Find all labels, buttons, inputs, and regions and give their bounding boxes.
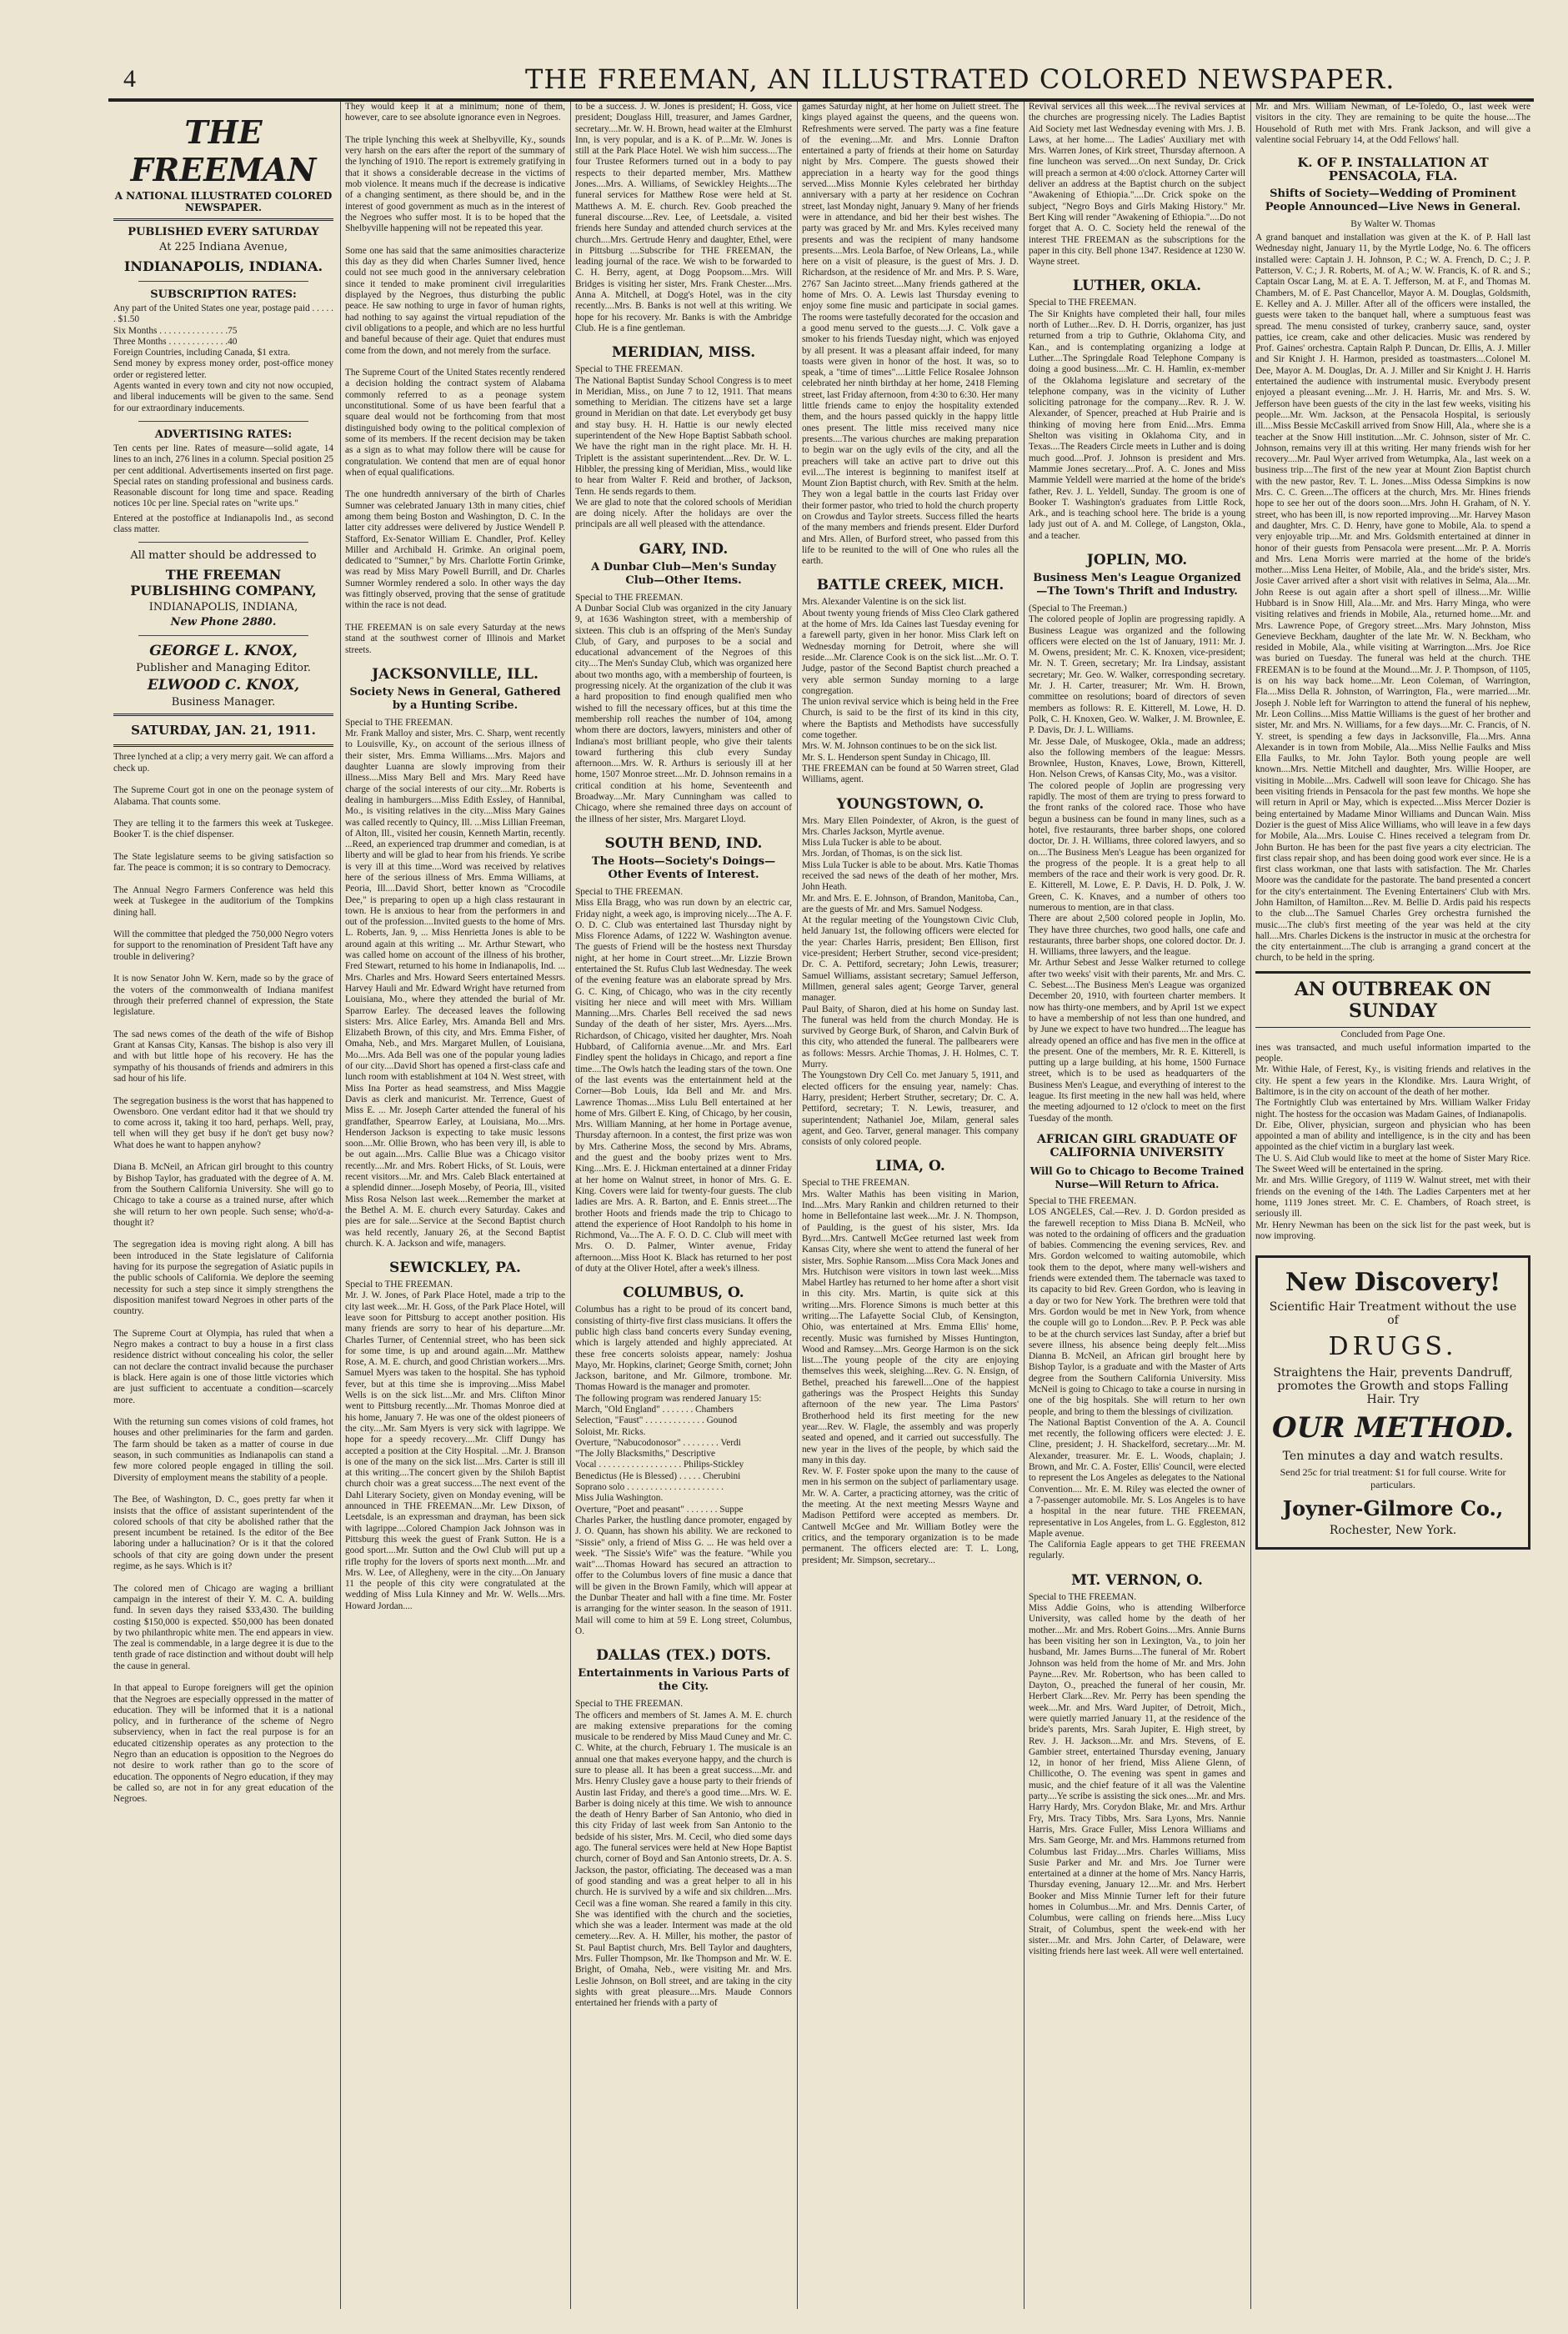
columbus-news: Columbus has a right to be proud of its concert band, consisting of thirty-five first class musicians. It offers the public high class band concerts every Sunday evening, which is largely attended and highly appreciated. At these free concerts soloists appear, namely: Joshua Mayo, Mr. Hopkins, clarinet; George Smith, cornet; John Jackson, baritone, and Mr. Gilmore, trombone. Mr. Thomas Howard is the manager and promoter. The following program was rendered January 15: March, "Old England" . . . . . . . Chambers Selection, "Faust" . . . . . . . . . . . . . Gounod Soloist, Mr. Ricks. Overture, "Nabucodonosor" . . . . . . . . Verdi "The Jolly Blacksmiths," Descriptive Vocal . . . . . . . . . . . . . . . . . . Philips-Stickley Benedictus (He is Blessed) . . . . . Cherubini Soprano solo . . . . . . . . . . . . . . . . . . . . . Miss Julia Washington. Overture, "Poet and peasant" . . . . . . . Suppe Charles Parker, the hustling dance promoter, engaged by J. O. Quann, has shown his ability. We are reckoned to "Sissie" only, a friend of Miss G. ... He was held over a week. "The Sissie's Wife" was the feature. "While you wait"....Thomas Howard has secured an attraction to offer to the Columbus lovers of fine music a dance that will be given in the Brown Family, which will appear at the Dunbar Theater and hall with a fine time. Mr. Foster is arranging for the winter season. In the season of 1911. Mail will come to him at 59 E. Long street, Columbus, O. bbox=[575, 1305, 792, 1636]
ad-text: Straightens the Hair, prevents Dandruff, promotes the Growth and stops Falling Hair. Try bbox=[1273, 1366, 1513, 1407]
section-heading-jacksonville: JACKSONVILLE, ILL. bbox=[372, 665, 539, 683]
section-subheading-dallas: Entertainments in Various Parts of the City. bbox=[578, 1667, 789, 1694]
section-heading-joplin: JOPLIN, MO. bbox=[1086, 551, 1188, 568]
mt-vernon-continued: Mr. and Mrs. William Newman, of Le-Toledo, O., last week were visitors in the city. They are remaining to be quite the house....The Household of Ruth met with Mrs. Frank Jackson, and will give a valentine social February 14, at the Odd Fellows' hall. bbox=[1255, 102, 1533, 145]
date-rule bbox=[113, 714, 333, 716]
section-subheading-kp-installation: Shifts of Society—Wedding of Prominent People Announced—Live News in General. bbox=[1265, 188, 1521, 214]
section-heading-sewickley: SEWICKLEY, PA. bbox=[389, 1260, 521, 1277]
rule bbox=[138, 281, 308, 282]
section-subheading-south-bend: The Hoots—Society's Doings—Other Events of Interest. bbox=[591, 854, 776, 881]
publisher-name: GEORGE L. KNOX, bbox=[149, 643, 298, 660]
dallas-news: Special to THE FREEMAN. The officers and members of St. James A. M. E. church are making extensive preparations for the coming musicale to be rendered by Miss Maud Cuney and Mr. C. C. White, at the church, February 1. The musicale is an annual one that makes everyone happy, and the church is sure to please all. It has been a great success....Mr. and Mrs. Henry Clusley gave a house party to their friends of Austin last Friday, and there's a good time....Mrs. W. E. Barber is doing nicely at this time. We wish to announce the death of Henry Barber of San Antonio, who died in this city Friday of last week from San Antonio to the bedside of his sister, Mrs. M. Cecil, who died some days ago. The funeral services were held at New Hope Baptist church, corner of Boyd and San Antonio streets, Dr. A. S. Jackson, the pastor, officiating. The deceased was a man of good standing and was a great helper to all in his church. He is survived by a wife and six children....Mrs. Cecil was a fine woman. She reared a family in this city. She was identified with the church and the societies, which she was a leader. Interment was made at the old cemetery....Rev. A. H. Miller, his mother, the pastor of St. Paul Baptist church, Mrs. Bell Taylor and daughters, Mrs. Fuller Thompson, Mr. Ike Thompson and Mr. W. E. Bright, of Omaha, Neb., were visiting Mr. and Mrs. Leslie Johnson, on Boll street, and are taking in the city sights with great pleasure....Mrs. Maude Connors entertained her friends with a party of bbox=[575, 1699, 792, 2009]
jacksonville-news: Special to THE FREEMAN. Mr. Frank Malloy and sister, Mrs. C. Sharp, went recently to Louisville, Ky., on account of the serious illness of their sister, Mrs. Emma Williams....Mrs. Majors and daughter Luanna are slowly improving from their illness....Miss Mary Bell and Mrs. Mary Reed have charge of the social interests of our city....Mr. Roberts is dealing in hamburgers....Miss Edith Essley, of Hannibal, Mo., is visiting relatives in the city....Miss Mary Gaines was called recently to Quincy, Ill. ...Miss Lillian Freeman, of Alton, Ill., visited her cousin, Kenneth Martin, recently. ...Reed, an experienced trap drummer and comedian, is at liberty and will be glad to hear from his friends. Ye scribe is very ill at this time....Word was received by relatives here of the serious illness of Mrs. Emma Williams, at Peoria, Ill....David Short, better known as "Crocodile Dee," is preparing to open up a high class restaurant in town. He is anxious to hear from the performers in and out of the profession....Invited guests to the home of Mrs. L. Roberts, Jan. 9, ... Miss Henrietta Jones is able to be around again at this writing ... Mr. Arthur Stewart, who was called home on account of the illness of his brother, Fred Stewart, returned to his home in Indianapolis, Ind. ... Mrs. Charles and Mrs. Howard Seers entertained Messrs. Harvey Hauli and Mr. Edward Wright have returned from Louisiana, Mo., where they attended the burial of Mr. Sparrow Earley. The deceased leaves the following sisters: Mrs. Alice Earley, Mrs. Amanda Bell and Mrs. Elizabeth Brown, of this city, and Mrs. Emma Fisher, of Omaha, Neb., and Mrs. Margaret Mullen, of Louisiana, Mo....Mrs. Ada Bell was one of the popular young ladies of our city....David Short has opened a first-class cafe and lunch room with establishment at 104 N. West street, with Miss Ina Porter as head seamstress, and Miss Maggie Davis as clerk and manicurist. Mr. Terrence, Guest of Miss E. ... Mr. Joseph Carter attended the funeral of his grandfather, Spearrow Earley, at Louisiana, Mo....Mrs. Henderson Jackson is expecting to take music lessons soon....Mr. Ollie Brown, who has been very ill, is able to be out again....Mrs. Callie Blue was a Chicago visitor recently....Mr. and Mrs. Robert Hicks, of St. Louis, were recent visitors....Mr. and Mrs. Caleb Black entertained at a splendid dinner....Joseph Moseby, of Peoria, Ill., visited Miss Rosa Nelson last week....Remember the market at the Bethel A. M. E. church every Saturday. Cakes and pies are for sale....Service at the Second Baptist church was held recently, January 26, at the Second Baptist church. K. A. Jackson and wife, managers. bbox=[345, 717, 565, 1249]
section-heading-battle-creek: BATTLE CREEK, MICH. bbox=[816, 577, 1004, 594]
lima-news: Special to THE FREEMAN. Mrs. Walter Mathis has been visiting in Marion, Ind....Mrs. Mary Rankin and children returned to their home in Bellefontaine last week....Mr. J. N. Thompson, of Paulding, is the guest of his sister, Mrs. Ida Byrd....Mrs. Cantwell McGee returned last week from Kansas City, where she went to attend the funeral of her sister, Mrs. Sophie Ransom....Miss Cora Mack Jones and Mrs. Hutchison were visitors in town last week....Miss Mabel Hartley has returned to her home after a short visit in this city. Mrs. Martin, is quite sick at this writing....Mrs. Florence Simons is much better at this writing....The Lafayette Social Club, of Kensington, Ohio, was entertained at Mrs. Emma Ellis' home, recently. Music was furnished by Misses Huntington, Wood and Ramsey....Mrs. George Harmon is on the sick list....The young people of the city are enjoying themselves this week, sleighing....Rev. G. N. Ensign, of Bethel, preached his farewell....One of the happiest gatherings was the Prospect Heights this Sunday afternoon of the new year. The Lima Pastors' Brotherhood held its first meeting for the new year....Rev. W. Flagle, the assembly and was properly seated and opened, and it carried out successfully. The new year in the lives of the people, by which said the many in this day. Rev. W. F. Foster spoke upon the many to the cause of men in his sermon on the subject of parliamentary usage. Mr. W. A. Carter, a practicing attorney, was the critic of the meeting. At the next meeting Messrs Wayne and Madison Pettiford were accepted as members. Dr. Cantwell McGee and Mr. William Botley were the critics, and the temporary organization is to be made permanent. The officers elected are: T. L. Long, president; Mr. Simpson, secretary... bbox=[802, 1178, 1019, 1565]
pensacola-news: A grand banquet and installation was given at the K. of P. Hall last Wednesday night, January 11, by the Myrtle Lodge, No. 6. The officers installed were: Captain J. H. Johnson, P. C.; W. A. French, D. C.; J. P. Patterson, V. C.; J. R. Roberts, M. of A.; W. W. Francis, K. of R. and S.; Captain Oscar Lang, M. at E. A. T. Jefferson, M. at F., and Thomas M. Chambers, M. of E. Past Chancellor, Mayor A. M. Douglas, Goldsmith, E. Kelley and A. J. Miller. After all of the officers were installed, the guests were taken to the banquet hall, where a sumptuous feast was spread. The menu consisted of turkey, cranberry sauce, sand, oyster patties, ice cream, cake and other delicacies. Music was rendered by Prof. Gaines' orchestra. Captain Ralph P. Duncan, Dr. Ellis, A. J. Miller and Sir Knight J. H. Harmon, presided as toastmasters....Colonel M. Dee, Mayor A. M. Douglas, Dr. A. J. Miller and Sir Knight J. H. Harris entertained the audience with instrumental music. Everybody present enjoyed a pleasant evening....Mr. J. H. Harris, Mr. and Mrs. S. W. Jefferson have been guests of the city in the last few weeks, visiting his people....Mr. Wm. Jackson, at the Pensacola Hospital, is seriously ill....Miss Bessie McCaskill arrived from Snow Hill, Ala., where she is a teacher at the Snow Hill institution....Mr. C. Johnson, sister of Mr. C. Johnson, remains very ill at this writing. Her many friends wish for her recovery....Mr. Paul Wyer arrived from Wetumpka, Ala., last week on a business trip....The first of the new year at Mount Zion Baptist church with the new pastor, Rev. T. L. Jones....Miss Odessa Simpkins is now Mrs. C. C. Green....The officers at the church, Mrs. Mr. Hines friends hope to see her out of the doors soon....Mrs. John H. Graham, of N. Y. street, who has been ill, is now reported improving....Mr. Harvey Mason and daughter, Mrs. C. D. Henry, have gone to Mobile, Ala. to spend a very enjoyable trip....Mr. and Mrs. Goldsmith entertained at dinner in honor of their guests from Pensacola were present....Mr. P. A. Morris and Mrs. Lena Morris were married at the home of the bride's mother....Miss Lena Heiter, of Mobile, Ala., and the bride's sister, Mrs. Josie Caver arrived after a short visit with relatives in Selma, Ala....Mr. John Reese is out again after a short spell of illness....Mr. Willie Hubbard is in Snow Hill, Ala....Mr. and Mrs. Harry Minga, who were visiting relatives and friends in Mobile, Ala., returned home....Mr. and Mrs. Lawrence Pope, of Gregory street....Mrs. Mary Johnston, Miss Genevieve Beckham, daughter of the late Mr. W. N. Beckham, who resided in Mobile, Ala., while visiting at Warrington....Mrs. Joe Rice was buried on Tuesday. The funeral was held at the church. THE FREEMAN is to be found at the Mound....Mr. J. P. Thompson, of 1105, is on his way back home....Mr. Leon Coleman, of Warrington, Fla....Miss Della R. Johnston, of Warrington, Fla., were married....Mr. Joseph J. Noble left for Warrington to attend the funeral of his nephew, Mr. Leon Collins....Miss Mattie Williams is the guest of her brother and sister, Mr. and Mrs. N. Williams, for a few days....Mr. C. Francis, of N. Y. street, is spending a few days in Jacksonville, Fla....Mrs. Anna Alexander is in town from Mobile, Ala....Miss Nellie Faulks and Miss Ella Faulks, to Mr. John Taylor. Both young people are well known....Mrs. Nettie Mitchell and daughter, Mrs. Willie Hooper, are visiting in Mobile....Mrs. Cadwell will soon leave for Chicago. She has been visiting friends in Pensacola for the past few months. We hope she will return in April or May, which is expected....Miss Mercer Dozier is being entertained by Madame Minor Williams and Duncan Wain. Miss Dozier is the guest of Miss Alice Williams, who will leave in a few days for Mobile, Ala....Mrs. Louise C. Hines received a telegram from Dr. John Burton. He has been for the past five years a city electrician. The first class repair shop, and has been doing good work ever since. He is a first class workman, one that lasts with satisfaction. The Mr. Charles Moore was the candidate for the pastorate. The band presented a concert for the city's entertainment. The Evening Entertainers' Club with Mrs. John Hamilton, of Hamilton....Rev. M. Bellie D. Ardis paid his respects to the club....The Samuel Charles Grey orchestra furnished the music....The club's first meeting of the year was held at the city hall....Mrs. Charles Dickens is the instructor in music at the orchestra for the city entertainment....The club is arranging a grand concert at the church, to be held in the spring. bbox=[1255, 233, 1533, 964]
publisher-title: Publisher and Managing Editor. bbox=[136, 662, 311, 675]
ad-method-word: OUR METHOD. bbox=[1271, 1411, 1515, 1445]
battle-creek-news: Mrs. Alexander Valentine is on the sick list. About twenty young friends of Miss Cleo Clark gathered at the home of Mrs. Ida Caines last Tuesday evening for a farewell party, given in her honor. Miss Clark left on Wednesday morning for Detroit, where she will reside....Mr. Clarence Cook is on the sick list....Mr. O. T. Judge, pastor of the Second Baptist church preached a very able sermon Sunday morning to a large congregation. The union revival service which is being held in the Free Church, is said to be the first of its kind in this city, where the Baptists and Methodists have successfully come together. Mrs. W. M. Johnson continues to be on the sick list. Mr. S. L. Henderson spent Sunday in Chicago, Ill. THE FREEMAN can be found at 50 Warren street, Glad Williams, agent. bbox=[802, 597, 1019, 785]
column-divider bbox=[1250, 102, 1251, 2309]
section-heading-african-girl: AFRICAN GIRL GRADUATE OF CALIFORNIA UNIVERSITY bbox=[1036, 1132, 1238, 1159]
date-rule bbox=[113, 744, 333, 747]
ad-text: Scientific Hair Treatment without the use of bbox=[1269, 1300, 1517, 1328]
publishing-company: THE FREEMAN PUBLISHING COMPANY, bbox=[130, 567, 317, 599]
african-girl-news: Special to THE FREEMAN. LOS ANGELES, Cal.—Rev. J. D. Gordon presided as the farewell reception to Miss Diana B. McNeil, who was noted to the ordaining of officers and the graduation of babies. Commencing the evening services, Rev. and Mrs. Gordon welcomed to waiting automobile, which took them to the depot, where many well-wishers and friends were extended them. The tabernacle was taxed to its capacity to bid Rev. Green Gordon, who is leaving in a day or two for New York. The brethren were told that Mrs. Gordon would be met in New York, from whence the couple will go to London....Rev. P. P. Peck was able to be at the church services last Sunday, after a brief but severe illness, his absence being deeply felt....Miss Dianna B. McNeil, an African girl brought here by Bishop Taylor, is a graduate and with the Master of Arts degree from the Southern California University. Miss McNeil is going to Chicago to take a course in nursing in one of the big hospitals. She will return to her own people, and bring to them the blessings of civilization. The National Baptist Convention of the A. A. Council met recently, the following officers were elected: J. E. Cline, president; J. H. Shackelford, secretary....Mr. M. Alexander, treasurer. Mr. E. L. Woods, chaplain; J. Brown, and Mr. C. A. Foster, Ellis' Council, were elected to represent the Los Angeles as delegates to the National Convention.... Mr. E. M. Riley was elected the owner of a 7-passenger automobile. Mr. S. Los Angeles is to have a hospital in the near future. THE FREEMAN, representative in Los Angeles, from L. G. Eggleston, 812 Maple avenue. The California Eagle appears to get THE FREEMAN regularly. bbox=[1029, 1195, 1245, 1561]
lima-continued: Revival services all this week....The revival services at the churches are progressing nicely. The Ladies Baptist Aid Society met last Wednesday evening with Mrs. J. B. Laws, at her home.... The Ladies' Auxiliary met with Mrs. Warren Jones, of Kirk street, Thursday afternoon. A fine luncheon was served....On next Sunday, Dr. Crick will preach a sermon at 4:00 o'clock. Attorney Carter will deliver an address at the Baptist church on the subject "Awakening of Ethiopia."....Dr. Crick spoke on the subject, "Negro Boys and Girls Making History." Mr. Bert King will render "Awakening of Ethiopia."....Do not forget that A. O. C. Society held the renewal of the interest THE FREEMAN as the subscriptions for the paper in this city. Bell phone 1347. Residence at 1230 W. Wayne street. bbox=[1029, 102, 1248, 268]
ad-price-text: Send 25c for trial treatment: $1 for full course. Write for particulars. bbox=[1280, 1466, 1506, 1491]
dallas-continued: games Saturday night, at her home on Juliett street. The kings played against the queens, and the queens won. Refreshments were served. The party was a fine feature of the evening....Mr. and Mrs. Lonnie Drafton entertained a party of friends at their home on Saturday night by Mrs. Compere. The guests showed their appreciation in a hearty way for the good things served....Miss Monnie Kyles celebrated her birthday anniversary with a party at her residence on Cochran street, last Monday night, January 9. Many of her friends were in attendance, and bid her their best wishes. The party was graced by Mr. and Mrs. Kyles received many presents and was the recipient of many handsome presents....Mrs. Leola Barfoe, of New Orleans, La., while here on a visit of pleasure, is the guest of Mrs. J. D. Richardson, at the residence of Mr. and Mrs. P. S. Ware, 2767 San Jacinto street....Many friends gathered at the home of Mrs. O. A. Lewis last Thursday evening to enjoy some fine music and participate in social games. The rooms were tastefully decorated for the occasion and a good menu served to the guests....J. C. Volk gave a smoker to his friends Tuesday night, which was enjoyed by all present. It was a pleasant affair indeed, for many toasts were given in honor of the host. It was, so to speak, a "time of times"....Little Felice Rosalee Johnson celebrated her ninth birthday at her home, 2418 Fleming street, last Friday afternoon, from 4:30 to 6:30. Her many little friends came to enjoy the hospitality extended them, and the hours passed quickly in the happy little ones present. The little miss received many nice presents....The various churches are making preparation to begin war on the ugly evils of the city, and all the preachers will take an active part to drive out this evil....The interest is beginning to manifest itself at Mount Zion Baptist church, with Rev. Smith at the helm. They won a legal battle in the courts last Friday over their former pastor, who tried to hold the church property on Crowdus and Taylor streets. Success filled the hearts of the many members and friends present. Elder Durford and Mrs. Allen, of Burford street, who passed from this life to be reunited to the will of One who rules all the earth. bbox=[802, 102, 1021, 567]
section-heading-outbreak: AN OUTBREAK ON SUNDAY bbox=[1255, 971, 1530, 1028]
column-5 bbox=[1029, 102, 1248, 2317]
continuation-note: Concluded from Page One. bbox=[1340, 1029, 1445, 1039]
publication-schedule: PUBLISHED EVERY SATURDAY bbox=[128, 226, 319, 238]
subscription-rates-heading: SUBSCRIPTION RATES: bbox=[150, 288, 297, 301]
ad-company-city: Rochester, New York. bbox=[1329, 1524, 1457, 1538]
section-heading-gary: GARY, IND. bbox=[639, 540, 729, 558]
gary-news: Special to THE FREEMAN. A Dunbar Social Club was organized in the city January 9, at 1636 Washington street, with a membership of sixteen. This club is an offspring of the Men's Sunday Club, of Gary, and purposes to be a social and educational advancement of the Negroes of this city....The Men's Sunday Club, which was organized here about two months ago, with a membership of fourteen, is progressing nicely. At the organization of the club it was a hard proposition to find enough qualified men who wished to fill the necessary offices, but at this time the membership roll reaches the number of 104, among whom there are doctors, lawyers, ministers and other of Indiana's most brilliant people, who give their talents toward furthering this club every Sunday afternoon....Mrs. W. R. Arthurs is seriously ill at her home, 1507 Monroe street....Mr. D. Johnson remains in a critical condition at his home, Seventeenth and Broadway....Mr. Mary Cunningham was called to Chicago, where she remained three days on account of the illness of her sister, Mrs. Margaret Lloyd. bbox=[575, 592, 792, 824]
rule bbox=[138, 635, 308, 636]
sewickley-news: Special to THE FREEMAN. Mr. J. W. Jones, of Park Place Hotel, made a trip to the city last week....Mr. H. Goss, of the Park Place Hotel, will leave soon for Pittsburg to accept another position. His many friends are sorry to hear of his departure....Mr. Charles Turner, of Centennial street, who has been sick for some time, is up and around again....Mr. Matthew Rose, A. M. E. church, and good Christian workers....Mrs. Samuel Myers was taken to the hospital. She has typhoid fever, but at this time she is improving....Miss Mabel Wells is on the sick list....Mr. and Mrs. Clifton Minor went to Pittsburg recently....Mr. Thomas Monroe died at his home, January 7. He was one of the oldest pioneers of the city....Mr. Sam Myers is very sick with lagrippe. We hope for a speedy recovery....Mr. Cliff Dungy has accepted a position at the City Hospital. ...Mr. J. Branson is one of the many on the sick list....Mrs. Carter is still ill at this writing....The concert given by the Shiloh Baptist church choir was a great success....The next event of the Dahl Literary Society, given on Monday evening, will be announced in THE FREEMAN....Mr. Lew Dixson, of Leetsdale, is an expressman and drayman, has been sick with lagrippe....Colored Champion Jack Johnson was in Pittsburg this week the guest of Frank Sutton. He is a good sport....Mr. Sutton and the Owl Club will put up a rifle trophy for the lovers of sports next month....Mr. and Mrs. W. Lee, of Allegheny, were in the city....On January 11 the people of this city were congratulated at the wedding of Miss Lula Kinney and Mr. W. Wells....Mrs. Howard Jordan.... bbox=[345, 1280, 565, 1611]
section-subheading-jacksonville: Society News in General, Gathered by a Hunting Scribe. bbox=[349, 685, 561, 712]
newspaper-title: THE FREEMAN, AN ILLUSTRATED COLORED NEWSPAPER. bbox=[525, 63, 1395, 95]
manager-name: ELWOOD C. KNOX, bbox=[147, 677, 300, 694]
section-heading-mt-vernon: MT. VERNON, O. bbox=[1071, 1571, 1203, 1589]
masthead-rule bbox=[113, 218, 333, 221]
column-3 bbox=[575, 102, 792, 2317]
luther-news: Special to THE FREEMAN. The Sir Knights have completed their hall, four miles north of Luther....Rev. D. H. Dorris, organizer, has just returned from a trip to Guthrie, Oklahoma City, and Kan., and is contemplating organizing a lodge at Luther....The Springdale Road Telephone Company is doing a good business....Mr. C. H. Hamlin, ex-member of the Oklahoma legislature and secretary of the telephone company, was in the vicinity of Luther soliciting patronage for the company....Rev. R. J. W. Alexander, of Spencer, preached at Hub Prairie and is thinking of moving here from Enid....Mrs. Emma Shelton was visiting in Oklahoma City, and in Texas....The Readers Circle meets in Luther and is doing much good....Prof. J. Johnson is president and Mrs. Mammie Jones secretary....Prof. A. C. Jones and Miss Mammie Yeldell were married at the home of the bride's father, Rev. J. L. Yeldell, Sunday. The groom is one of Booker T. Washington's graduates from Little Rock, Ark., and is teaching school here. The bride is a young lady just out of A. and M. College, of Langston, Okla., and a teacher. bbox=[1029, 298, 1245, 541]
advertising-rates-text: Ten cents per line. Rates of measure—solid agate, 14 lines to an inch, 276 lines in a column. Special position 25 per cent additional. Advertisements inserted on first page. Special rates on standing professional and business cards. Reasonable discount for long time and space. Reading notices 10c per line. Special rates on "write ups." bbox=[113, 443, 336, 509]
sewickley-continued: to be a success. J. W. Jones is president; H. Goss, vice president; Douglass Hill, treasurer, and James Gardner, secretary....Mr. W. H. Brown, head waiter at the Elmhurst Inn, is very popular, and is a K. of P....Mr. W. Jones is still at the Park Place Hotel. We wish him success....The four Trustee Reformers turned out in a body to pay respects to their departed member, Mrs. Matthew Jones....Mrs. A. Williams, of Sewickley Heights....The funeral services for Matthew Rose were held at St. Matthews A. M. E. church. Rev. Goob preached the funeral discourse....Rev. Lee, of Leetsdale, a. visited friends here Sunday and attended church services at the church....Mrs. Gertrude Henry and daughter, Ethel, were in Pittsburg ....Subscribe for THE FREEMAN, the leading journal of the race. We wish to be forwarded to C. H. Berry, agent, at Dogg Poopsom....Mrs. Will Bridges is visiting her sister, Mrs. Frank Chester....Mrs. Anna A. Mitchell, at Dogg's Hotel, was in the city recently....Mrs. B. Banks is not well at this writing. We hope for his recovery. Mr. Banks is with the Ambridge Club. He is a fine gentleman. bbox=[575, 102, 794, 333]
column-divider bbox=[340, 102, 341, 2309]
address-notice: All matter should be addressed to bbox=[130, 549, 317, 563]
section-heading-meridian: MERIDIAN, MISS. bbox=[611, 344, 756, 362]
mt-vernon-news: Special to THE FREEMAN. Miss Addie Goins, who is attending Wilberforce University, was called home by the death of her mother....Mr. and Mrs. Robert Goins....Mrs. Annie Burns has been visiting her son in Lexington, Va., to join her husband, Mr. James Burns....The funeral of Mr. Robert Johnson was held from the home of Mr. and Mrs. John Payne....Rev. Mr. Robertson, who has been called to Dayton, O., preached the funeral of her cousin, Mr. Herbert Clark....Rev. Mr. Perry has been spending the week....Mr. and Mrs. Ward Jupiter, of Detroit, Mich., were quietly married January 11, at the residence of the bride's parents, Mrs. Sarah Jupiter, E. High street, by Rev. J. H. Jackson....Mr. and Mrs. Stevens, of E. Gambier street, entertained Thursday evening, January 12, in honor of her friend, Miss Aliene Glenn, of Chillicothe, O. The evening was spent in games and music, and the chief feature of it all was the Valentine party....Ye scribe is assisting the sick ones....Mr. and Mrs. Harry Hardy, Mrs. Corydon Blake, Mr. and Mrs. Arthur Fry, Mrs. Tracy Tibbs, Mrs. Sara Lyons, Mrs. Nannie Harris, Mrs. Grace Fuller, Miss Lenora Williams and Mrs. Sam George, Mr. and Mrs. Hammons returned from Columbus last Friday....Mrs. Charles Williams, Miss Susie Parker and Mr. and Mrs. Joe Turner were entertained at a dinner at the home of Mrs. Nancy Harris, Thursday evening, January 12....Mr. and Mrs. Herbert Booker and Miss Minnie Turner left for their future homes in Columbus....Mr. and Mrs. Dennis Carter, of Columbus, were calling on friends here....Miss Lucy Strait, of Columbus, spent the week-end with her sister....Mr. and Mrs. John Carter, of Delaware, were visiting friends here last week. All were well entertained. bbox=[1029, 1591, 1245, 1957]
advertising-rates-heading: ADVERTISING RATES: bbox=[154, 428, 293, 441]
hair-treatment-advertisement bbox=[1255, 1255, 1530, 1550]
section-heading-dallas: DALLAS (TEX.) DOTS. bbox=[596, 1647, 771, 1665]
masthead-title: THE FREEMAN bbox=[130, 113, 317, 188]
column-4 bbox=[802, 102, 1019, 2317]
south-bend-news: Special to THE FREEMAN. Miss Ella Bragg, who was run down by an electric car, Friday night, a week ago, is improving nicely....The A. F. O. D. C. Club was entertained last Thursday night by Miss Florence Adams, of 1222 W. Washington avenue. The guests of Friend will be the hostess next Thursday night, at her home in Court street....Mr. Lizzie Brown entertained the St. Rufus Club last Wednesday. The week of the evening feature was an elaborate spread by Mrs. G. C. King, of Chicago, who was in the city recently visiting her niece and will meet with Mrs. William Manning....Mrs. Charles Bell received the sad news Sunday of the death of her sister, Mrs. Ayers....Mrs. Richardson, of Chicago, visited her daughter, Mrs. Noah Hubbard, of California avenue....Mr. and Mrs. Earl Findley spent the holidays in Chicago, and report a fine time....The Owls hatch the leading stars of the town. One of the last events was the entertainment held at the Corner—Bob Louis, Ida Bell and Mr. and Mrs. Lawrence Thomas....Miss Lulu Bell entertained at her home of Mrs. Gilbert E. King, of Chicago, by her cousin, Mrs. William Manning, at her home in Portage avenue, Thursday afternoon. In a contest, the first prize was won by Mrs. Catherine Moss, the second by Mrs. Abrams, and the guest and the booby prizes went to Mrs. King....Mrs. E. J. Hickman entertained at a dinner Friday at her home on Walnut street, in honor of Mrs. G. E. King. Covers were laid for twenty-four guests. The club ladies are Mrs. A. R. Barton, and E. Ennis street....The brother Hoots and friends made the trip to Chicago to attend the experience of Hoot Randolph to his home in Richmond, Va....The A. F. O. D. C. Club will meet with Mrs. O. D. Palmer, Winter avenue, Friday afternoon....Miss Hoot K. Black has returned to her post of duty at the Oliver Hotel, after a week's illness. bbox=[575, 886, 792, 1275]
page-number: 4 bbox=[123, 65, 136, 93]
column-1 bbox=[113, 102, 336, 2317]
editorial-continued: They would keep it at a minimum; none of them, however, care to see absolute ignorance even in Negroes. The triple lynching this week at Shelbyville, Ky., sounds very harsh on the ears after the report of the summary of the lynching of 1910. The report is extremely gratifying in that it shows a considerable decrease in the victims of mob violence. It means much if the decrease is indicative of a changing sentiment, as there should be, and in the interest of good government as much as in the interest of the Negroes who suffer most. It is to be hoped that the Shelbyville happening will not be repeated this year. Some one has said that the same animosities characterize this day as they did when Charles Sumner lived, hence could not see much good in the anniversary celebration since it tended to make prominent civil irregularities displayed by the Negroes, thus disturbing the public peace. He saw nothing to urge in favor of human rights, had nothing to say against the virtual repudiation of the civil obligations to a people, and which are no less hurtful and baneful because of their age. Quiet that endures must come from the down, and not merely from the surface. The Supreme Court of the United States recently rendered a decision holding the contract system of Alabama commonly referred to as a peonage system unconstitutional. Some of us have been fearful that a square deal would not be forthcoming from that most distinguished body owing to the political complexion of some of its members. If the recent decision may be taken as a sign as to what may follow there will be cause for congratulation. We contend that men are of equal honor when of equal qualifications. The one hundredth anniversary of the birth of Charles Sumner was celebrated January 13th in many cities, chief among them being Boston and Washington, D. C. In the latter city addresses were delivered by Justice Wendell P. Stafford, Ex-Senator William E. Chandler, Prof. Kelley Miller and Archibald H. Grimke. An original poem, dedicated to "Sumner," by Mrs. Charlotte Fortin Grimke, was read by Miss Mary Powell Burrill, and Dr. Charles Sumner Wormley rendered a solo. In other ways the day was fittingly observed, proving that the sense of gratitude within the race is not dead. THE FREEMAN is on sale every Saturday at the news stand at the southwest corner of Illinois and Market streets. bbox=[345, 102, 565, 655]
ad-headline: New Discovery! bbox=[1285, 1268, 1501, 1298]
section-subheading-gary: A Dunbar Club—Men's Sunday Club—Other Items. bbox=[591, 560, 776, 587]
editorial-paragraphs: Three lynched at a clip; a very merry gait. We can afford a check up. The Supreme Court got in one on the peonage system of Alabama. That counts some. They are telling it to the farmers this week at Tuskegee. Booker T. is the chief dispenser. The State legislature seems to be giving satisfaction so far. The peace is common; it is so contrary to Democracy. The Annual Negro Farmers Conference was held this week at Tuskegee in the auditorium of the Tompkins dining hall. Will the committee that pledged the 750,000 Negro voters for support to the renomination of President Taft have any trouble in delivering? It is now Senator John W. Kern, made so by the grace of the voters of the commonwealth of Indiana manifest through their preferred channel of expression, the State legislature. The sad news comes of the death of the wife of Bishop Grant at Kansas City, Kansas. The bishop is also very ill and with but little hope of his recovery. He has the sympathy of his thousands of friends and admirers in this sad hour of his life. The segregation business is the worst that has happened to Owensboro. One verdant editor had it that we should try to come across it, taking it too hard, perhaps. Well, pray, tell when will they get busy if he don't get busy now? What does he want to happen anyhow? Diana B. McNeil, an African girl brought to this country by Bishop Taylor, has graduated with the degree of A. M. from the Southern California University. She will go to Chicago to take a course as a trained nurse, after which she will return to her own people. Such sense; who'd-a-thought it? The segregation idea is moving right along. A bill has been introduced in the State legislature of California having for its purpose the segregation of Asiatic pupils in the public schools of California. We deplore the seeming necessity for such a step since it simply strengthens the disposition manifest toward Negroes in other parts of the country. The Supreme Court at Olympia, has ruled that when a Negro makes a contract to buy a house in a first class residence district without concealing his color, the seller can not declare the contract invalid because the purchaser is black. Here again is one of those little victories which are just sufficient to accentuate a condition—scarcely more. With the returning sun comes visions of cold frames, hot houses and other preliminaries for the farm and garden. The farm should be taken as a matter of course in due season, in such communities as Indianapolis can stand a few more colored people engaged in tilling the soil. Diversity of employment means the stability of a people. The Bee, of Washington, D. C., goes pretty far when it insists that the office of assistant superintendent of the colored schools of that city be abolished rather that the present incumbent be retained. Is the editor of the Bee laboring under a hallucination? Or is it that the colored schools of that city are going down under the present regime, as he says. Which is it? The colored men of Chicago are waging a brilliant campaign in the interest of their Y. M. C. A. building fund. In seven days they raised $33,430. The building costing $150,000 is expected. $50,000 has been donated by two philanthropic white men. The end appears in view. The zeal is commendable, in a large degree it is due to the tenth grade of race distinction and without doubt will help the cause in general. In that appeal to Europe foreigners will get the opinion that the Negroes are especially oppressed in the matter of education. They will be informed that it is a national policy, and in furtherance of the scheme of Negro subserviency, when in fact the real purpose is for an educated citizenship operates as any protection to the Negro than an education is opposition to the Negroes do not desire to work rather than go to the score of education. The opponents of Negro education, if they may be called so, are not in for any great education of the Negroes. bbox=[113, 752, 333, 1805]
section-heading-south-bend: SOUTH BEND, IND. bbox=[604, 834, 763, 852]
section-heading-lima: LIMA, O. bbox=[875, 1158, 945, 1175]
column-divider bbox=[570, 102, 571, 2309]
meridian-news: Special to THE FREEMAN. The National Baptist Sunday School Congress is to meet in Meridian, Miss., on June 7 to 12, 1911. That means something to Meridian. The citizens have set a large ground in Meridian on that date. Let everybody get busy and stay busy. H. H. Hattie is our newly elected superintendent of the New Hope Baptist Sabbath school. We have the right man in the right place. Mr. H. H. Triplett is the assistant superintendent....Rev. Dr. W. L. Hibbler, the pressing king of Meridian, Miss., would like to hear from Walter F. Reid and brother, of Jackson, Tenn. He sends regards to them. We are glad to note that the colored schools of Meridian are doing nicely. After the holidays are over the principals are all well pleased with the attendance. bbox=[575, 364, 792, 530]
manager-title: Business Manager. bbox=[171, 696, 276, 709]
page-header bbox=[108, 60, 1525, 102]
column-2 bbox=[345, 102, 565, 2317]
section-heading-youngstown: YOUNGSTOWN, O. bbox=[836, 795, 984, 813]
company-city: INDIANAPOLIS, INDIANA, bbox=[148, 601, 298, 614]
ad-drugs-word: DRUGS. bbox=[1328, 1332, 1458, 1362]
entered-notice: Entered at the postoffice at Indianapolis Ind., as second class matter. bbox=[113, 513, 336, 535]
byline: By Walter W. Thomas bbox=[1350, 219, 1435, 230]
rule bbox=[138, 421, 308, 422]
publication-city: INDIANAPOLIS, INDIANA. bbox=[123, 258, 323, 274]
column-divider bbox=[797, 102, 798, 2309]
outbreak-news: ines was transacted, and much useful information imparted to the people. Mr. Withie Hale, of Ferest, Ky., is visiting friends and relatives in the city. He spent a few years in the Klondike. Mrs. Laura Wright, of Baltimore, is in the city on account of the death of her mother. The Fortnightly Club was entertained by Mrs. William Walker Friday night. The hostess for the occasion was Madam Gaines, of Indianapolis. Dr. Eibe, Oliver, physician, surgeon and physician who has been appointed a man of ability and intelligence, is in the city and has been appointed as the chief victim in a burglary last week. The U. S. Aid Club would like to meet at the home of Sister Mary Rice. The Sweet Weed will be entertained in the spring. Mr. and Mrs. Willie Gregory, of 1119 W. Walnut street, met with their friends on the evening of the 14th. The Ladies Carpenters met at her home, 1119 Jones street. Mr. C. E. Chambers, of Roach street, is seriously ill. Mr. Henry Newman has been on the sick list for the past week, but is now improving. bbox=[1255, 1042, 1530, 1241]
joplin-news: (Special to The Freeman.) The colored people of Joplin are progressing rapidly. A Business League was organized and the following officers were elected on the 1st of January, 1911: Mr. J. M. Owens, president; Mr. C. K. Knoxen, vice-president; Mr. N. T. Green, secretary; Mr. Ira Lindsay, assistant secretary; Mr. Geo. W. Walker, corresponding secretary. Mr. J. H. Carter, treasurer; Mr. Wm. H. Brown, committee on resolutions; board of directors of seven members as follows: R. E. Kitterell, M. Lowe, H. D. Polk, C. H. Knoxen, Geo. W. Walker, J. M. Brownlee, E. P. Davis, Dr. J. L. Williams. Mr. Jesse Dale, of Muskogee, Okla., made an address; also the following members of the league: Messrs. Brownlee, Huston, Knaves, Lowe, Brown, Kitterell, Hon. Nelson Crews, of Kansas City, Mo., was a visitor. The colored people of Joplin are progressing very rapidly. The most of them are trying to press forward to the front ranks of the colored race. Those who have begun a business can be found in many lines, such as a hotel, five restaurants, three barber shops, one colored doctor, Dr. J. H. Williams, three colored lawyers, and so on....The Business Men's League has been organized for the progress of the people. It is a great help to all members of the race and their work is very good. Dr. R. E. Kitterell, M. Lowe, E. P. Davis, H. D. Polk, J. W. Green, C. K. Knaves, and a number of others too numerous to mention, are in that class. There are about 2,500 colored people in Joplin, Mo. They have three churches, two good halls, one cafe and restaurants, three barber shops, one colored doctor. Dr. J. H. Williams, three lawyers, and the league. Mr. Arthur Sebest and Jesse Walker returned to college after two weeks' visit with their parents, Mr. and Mrs. C. C. Sebest....The Business Men's League was organized December 20, 1910, with fourteen charter members. It now has thirty-one members, and by April 1st we expect to have a membership of not less than one hundred, and by June we expect to have two hundred....The league has already opened an office and has five men in the office at the present. One of the members, Mr. R. E. Kitterell, is putting up a large building, at his home, 1500 Furnace street, which is to be used as headquarters of the Business Men's League, and everything of interest to the league. Its first meeting in the new hall was held, where the meeting adjourned to 12 o'clock to meet on the first Tuesday of the month. bbox=[1029, 603, 1245, 1124]
subscription-rates-text: Any part of the United States one year, postage paid . . . . . . $1.50 Six Months . . . . . . . . . . . . . . .75 Three Months . . . . . . . . . . . . .40 Foreign Countries, including Canada, $1 extra. Send money by express money order, post-office money order or registered letter. Agents wanted in every town and city not now occupied, and liberal inducements will be given to the same. Send for our extraordinary inducements. bbox=[113, 303, 333, 413]
ad-company-name: Joyner-Gilmore Co., bbox=[1282, 1496, 1504, 1521]
issue-date: SATURDAY, JAN. 21, 1911. bbox=[131, 723, 316, 739]
section-heading-kp-installation: K. OF P. INSTALLATION AT PENSACOLA, FLA. bbox=[1297, 155, 1489, 184]
youngstown-news: Mrs. Mary Ellen Poindexter, of Akron, is the guest of Mrs. Charles Jackson, Myrtle avenue. Miss Lula Tucker is able to be about. Mrs. Jordan, of Thomas, is on the sick list. Miss Lula Tucker is able to be about. Mrs. Katie Thomas received the sad news of the death of her mother, Mrs. John Heath. Mr. and Mrs. E. E. Johnson, of Brandon, Manitoba, Can., are the guests of Mr. and Mrs. Samuel Nodgess. At the regular meeting of the Youngstown Civic Club, held January 1st, the following officers were elected for the year: Charles Harris, president; Ben Ellison, first vice-president; Herbert Struther, second vice-president; Dr. C. A. Pettiford, secretary; John Lewis, treasurer; Samuel Williams, assistant secretary; Samuel Jefferson, Millmen, general sales agent; George Tarver, general manager. Paul Baity, of Sharon, died at his home on Sunday last. The funeral was held from the church Monday. He is survived by George Burk, of Sharon, and Calvin Burk of this city, who attended the funeral. The pallbearers were as follows: Messrs. Archie Thomas, J. H. Holmes, C. T. Murry. The Youngstown Dry Cell Co. met January 5, 1911, and elected officers for the ensuing year, namely: Chas. Harry, president; Herbert Struther, secretary; Dr. C. A. Pettiford, secretary; T. N. Lewis, treasurer, and superintendent; Nathaniel Joe, Milam, general sales agent, and Geo. Tarver, general manager. This company consists of only colored people. bbox=[802, 815, 1019, 1148]
section-heading-luther: LUTHER, OKLA. bbox=[1072, 278, 1202, 295]
publication-address: At 225 Indiana Avenue, bbox=[159, 241, 288, 253]
section-subheading-african-girl: Will Go to Chicago to Become Trained Nurse—Will Return to Africa. bbox=[1029, 1164, 1245, 1190]
section-subheading-joplin: Business Men's League Organized—The Town's Thrift and Industry. bbox=[1033, 571, 1241, 598]
rule bbox=[138, 542, 308, 543]
ad-text: Ten minutes a day and watch results. bbox=[1282, 1450, 1504, 1464]
section-heading-columbus: COLUMBUS, O. bbox=[623, 1285, 744, 1302]
phone-number: New Phone 2880. bbox=[170, 616, 277, 629]
column-6 bbox=[1255, 102, 1533, 2317]
masthead-subtitle: A NATIONAL ILLUSTRATED COLORED NEWSPAPER. bbox=[114, 190, 333, 213]
